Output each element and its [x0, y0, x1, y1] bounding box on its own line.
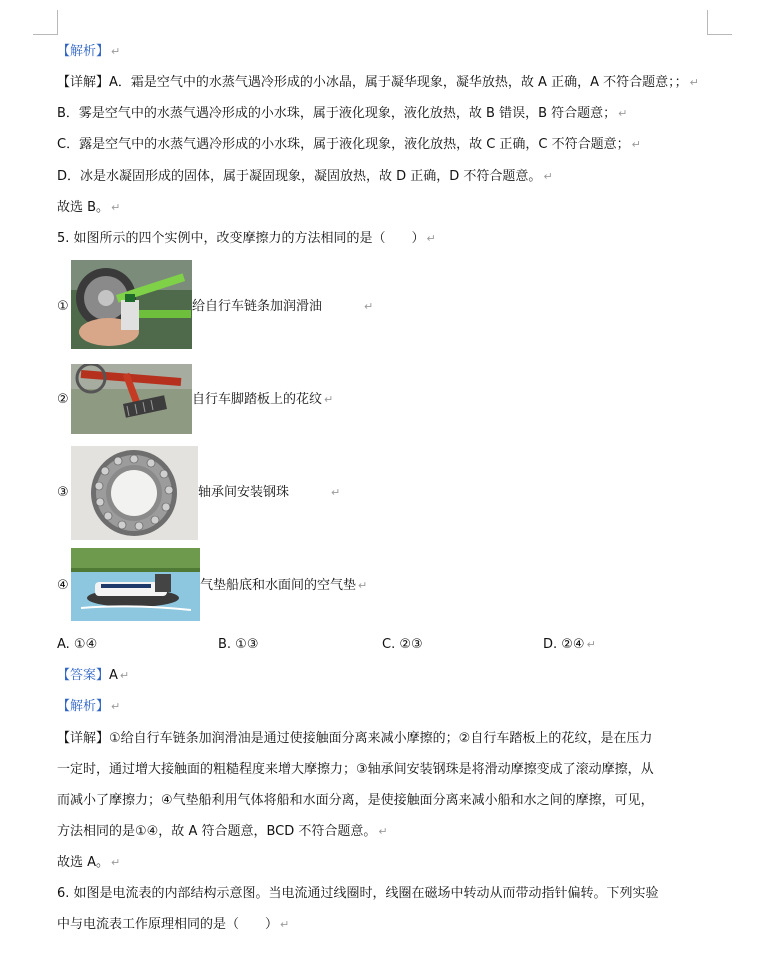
detail-line-d: D．冰是水凝固形成的固体，属于凝固现象，凝固放热，故 D 正确，D 不符合题意。 ↵: [57, 169, 553, 184]
detail2-line-4: 方法相同的是①④，故 A 符合题意，BCD 不符合题意。 ↵: [57, 824, 388, 839]
answer-line: 【答案】A ↵: [57, 668, 130, 683]
analysis-heading: 【解析】 ↵: [57, 44, 121, 59]
hovercraft-image: [71, 548, 200, 621]
item-2-number: ②: [57, 392, 69, 407]
detail2-line-1: 【详解】①给自行车链条加润滑油是通过使接触面分离来减小摩擦的；②自行车踏板上的花纹，是在压力: [57, 731, 653, 746]
bicycle-pedal-image: [71, 364, 192, 434]
detail2-line-2: 一定时，通过增大接触面的粗糙程度来增大摩擦力；③轴承间安装钢珠是将滑动摩擦变成了滚动摩擦，从: [57, 762, 654, 777]
question-6-line-2: 中与电流表工作原理相同的是（ ） ↵: [57, 917, 290, 932]
detail2-line-3: 而减小了摩擦力；④气垫船利用气体将船和水面分离，是使接触面分离来减小船和水之间的摩擦，可见，: [57, 793, 654, 808]
option-a: A. ①④: [57, 637, 98, 652]
question-6-line-1: 6. 如图是电流表的内部结构示意图。当电流通过线圈时，线圈在磁场中转动从而带动指针偏转。下列实验: [57, 886, 659, 901]
page-corner-top-right: [707, 10, 732, 35]
detail-line-b: B．雾是空气中的水蒸气遇冷形成的小水珠，属于液化现象，液化放热，故 B 错误，B 符合题意； ↵: [57, 106, 628, 121]
detail2-conclusion: 故选 A。 ↵: [57, 855, 121, 870]
item-3-number: ③: [57, 485, 69, 500]
item-4-caption: 气垫船底和水面间的空气垫 ↵: [200, 578, 368, 593]
detail-line-a: 【详解】A．霜是空气中的水蒸气遇冷形成的小冰晶，属于凝华现象，凝华放热，故 A 正确，A 不符合题意；； ↵: [57, 75, 699, 90]
item-1-caption: 给自行车链条加润滑油 ↵: [192, 299, 374, 314]
item-3-caption: 轴承间安装钢珠 ↵: [198, 485, 341, 500]
detail-conclusion: 故选 B。 ↵: [57, 200, 121, 215]
page-corner-top-left: [33, 10, 58, 35]
option-b: B. ①③: [218, 637, 259, 652]
item-4-number: ④: [57, 578, 69, 593]
ball-bearing-image: [71, 446, 198, 540]
detail-line-c: C．露是空气中的水蒸气遇冷形成的小水珠，属于液化现象，液化放热，故 C 正确，C 不符合题意； ↵: [57, 137, 641, 152]
option-d: D. ②④ ↵: [543, 637, 596, 652]
option-c: C. ②③: [382, 637, 423, 652]
question-5-stem: 5. 如图所示的四个实例中，改变摩擦力的方法相同的是（ ） ↵: [57, 231, 436, 246]
bicycle-chain-oil-image: [71, 260, 192, 349]
item-1-number: ①: [57, 299, 69, 314]
item-2-caption: 自行车脚踏板上的花纹 ↵: [192, 392, 334, 407]
analysis-heading-2: 【解析】 ↵: [57, 699, 121, 714]
